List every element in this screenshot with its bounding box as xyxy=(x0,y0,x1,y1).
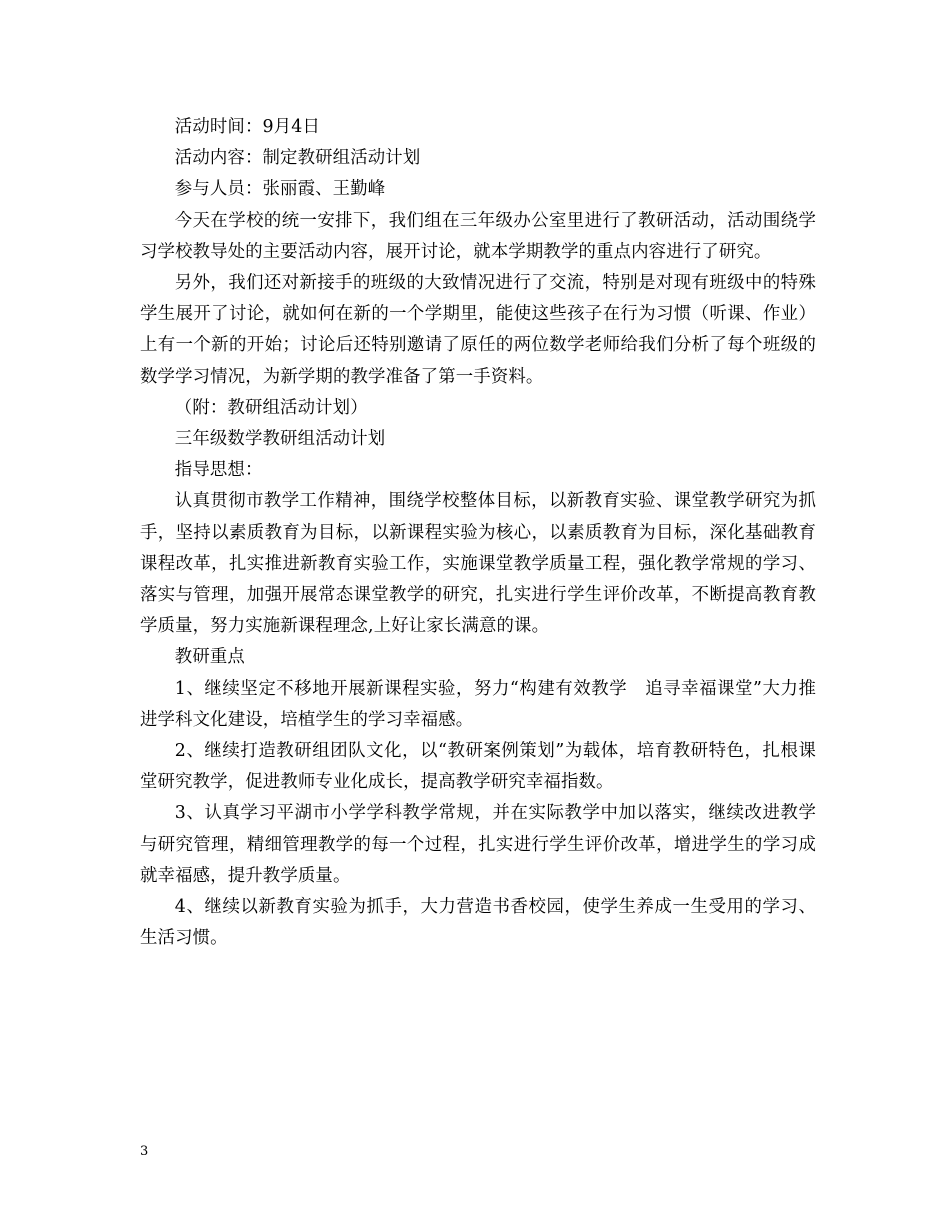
activity-content-line: 活动内容：制定教研组活动计划 xyxy=(174,148,421,169)
paragraph-today: 今天在学校的统一安排下，我们组在三年级办公室里进行了教研活动，活动围绕学习学校教导处的主要活动内容，展开讨论，就本学期教学的重点内容进行了研究。 xyxy=(140,210,816,262)
research-focus-heading: 教研重点 xyxy=(174,647,245,668)
guiding-ideology-heading: 指导思想： xyxy=(174,460,263,481)
participants-line: 参与人员：张丽霞、王勤峰 xyxy=(174,179,386,200)
focus-item-2: 2、继续打造教研组团队文化，以“教研案例策划”为载体，培育教研特色，扎根课堂研究教学，促进教师专业化成长，提高教学研究幸福指数。 xyxy=(140,741,816,793)
focus-item-1: 1、继续坚定不移地开展新课程实验，努力“构建有效教学 追寻幸福课堂”大力推进学科文化建设，培植学生的学习幸福感。 xyxy=(140,678,816,730)
document-body xyxy=(140,112,816,954)
appendix-note: （附：教研组活动计划） xyxy=(174,397,368,418)
guiding-ideology-paragraph: 认真贯彻市教学工作精神，围绕学校整体目标，以新教育实验、课堂教学研究为抓手，坚持以素质教育为目标，以新课程实验为核心，以素质教育为目标，深化基础教育课程改革，扎实推进新教育实验工作，实施课堂教学质量工程，强化教学常规的学习、落实与管理，加强开展常态课堂教学的研究，扎实进行学生评价改革，不断提高教育教学质量，努力实施新课程理念,上好让家长满意的课。 xyxy=(140,491,816,637)
focus-item-4: 4、继续以新教育实验为抓手，大力营造书香校园，使学生养成一生受用的学习、生活习惯。 xyxy=(140,897,816,949)
paragraph-additionally: 另外，我们还对新接手的班级的大致情况进行了交流，特别是对现有班级中的特殊学生展开了讨论，就如何在新的一个学期里，能使这些孩子在行为习惯（听课、作业）上有一个新的开始；讨论后还特别邀请了原任的两位数学老师给我们分析了每个班级的数学学习情况，为新学期的教学准备了第一手资料。 xyxy=(140,273,816,387)
page-number: 3 xyxy=(140,1144,149,1159)
activity-time-line: 活动时间：9月4日 xyxy=(174,117,321,137)
plan-title: 三年级数学教研组活动计划 xyxy=(174,429,386,450)
focus-item-3: 3、认真学习平湖市小学学科教学常规，并在实际教学中加以落实，继续改进教学与研究管理，精细管理教学的每一个过程，扎实进行学生评价改革，增进学生的学习成就幸福感，提升教学质量。 xyxy=(140,803,816,886)
